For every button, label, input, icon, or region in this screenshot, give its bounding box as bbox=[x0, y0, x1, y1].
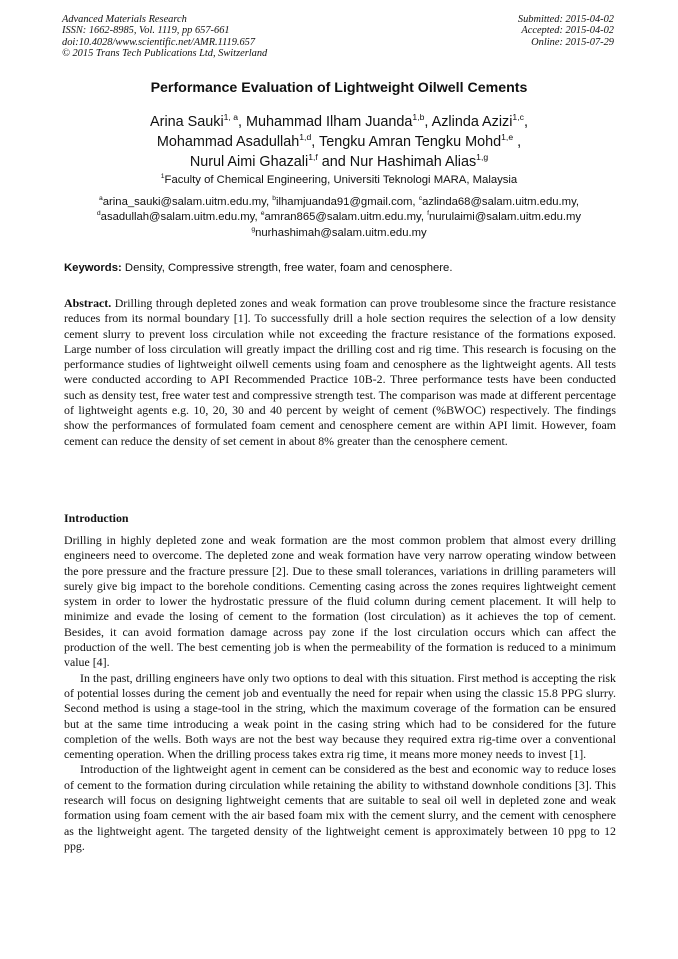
author-affil: 1,e bbox=[501, 132, 514, 143]
author-affil: 1,d bbox=[299, 132, 312, 143]
author-conjunction: and bbox=[321, 154, 346, 170]
author-affil: 1,g bbox=[476, 152, 489, 163]
email-marker: b bbox=[272, 195, 276, 203]
author-emails bbox=[0, 195, 678, 241]
author-name: Tengku Amran Tengku Mohd bbox=[319, 134, 502, 150]
date-submitted: Submitted: 2015-04-02 bbox=[517, 14, 614, 25]
email-line-3 bbox=[0, 226, 678, 241]
email-link: nurhashimah@salam.uitm.edu.my bbox=[255, 226, 427, 239]
author-name: Nurul Aimi Ghazali bbox=[189, 154, 309, 170]
publication-dates bbox=[518, 14, 614, 48]
email-link: ilhamjuanda91@gmail.com, bbox=[275, 196, 416, 208]
email-marker: g bbox=[251, 225, 256, 233]
journal-doi: doi:10.4028/www.scientific.net/AMR.1119.657 bbox=[62, 36, 256, 48]
intro-paragraph: Introduction of the lightweight agent in cement can be considered as the best and economic way to reduce loses of cement to the formation during circulation while retaining the ability to withstand downhole conditions [3]. This research will focus on designing lightweight cements that are suitable to seal oil well in depleted zone and weak formation using foam cement with the air based foam mix with the cement slurry, and the cement with cenosphere as the lightweight agent. The targeted density of the lightweight cement is approximately between 10 ppg to 12 ppg. bbox=[64, 762, 616, 853]
email-link: asadullah@salam.uitm.edu.my, bbox=[100, 211, 258, 224]
section-heading-introduction: Introduction bbox=[64, 511, 129, 525]
author-affil: 1,f bbox=[308, 152, 318, 163]
affiliation-text: Faculty of Chemical Engineering, Universiti Teknologi MARA, Malaysia bbox=[164, 174, 518, 186]
date-online: Online: 2015-07-29 bbox=[531, 36, 614, 48]
author-name: Arina Sauki bbox=[150, 114, 224, 130]
affiliation-marker: 1 bbox=[160, 173, 165, 181]
email-link: azlinda68@salam.uitm.edu.my, bbox=[422, 196, 580, 208]
email-marker: c bbox=[418, 195, 423, 203]
email-marker: a bbox=[98, 195, 103, 203]
email-marker: d bbox=[96, 210, 101, 218]
author-name: Mohammad Asadullah bbox=[156, 134, 300, 150]
email-marker: e bbox=[260, 210, 265, 218]
email-line-2 bbox=[0, 210, 678, 225]
author-name: Nur Hashimah Alias bbox=[349, 154, 477, 170]
author-list bbox=[0, 112, 678, 172]
author-affil: 1,b bbox=[412, 112, 425, 123]
author-affil: 1,c bbox=[512, 112, 524, 123]
paper-title: Performance Evaluation of Lightweight Oilwell Cements bbox=[150, 80, 528, 96]
author-line-1: Arina Sauki$^{1, a}$, Muhammad Ilham Juanda$^{1,b}$, Azlinda Azizi$^{1,c}$, bbox=[150, 112, 528, 130]
intro-paragraph: Drilling in highly depleted zone and weak formation are the most common problem that almost every drilling engineers need to overcome. The depleted zone and weak formation have very narrow operating window between the pore pressure and the fracture pressure [2]. Due to these small tolerances, variations in drilling parameters will surely give big impact to the borehole conditions. Cementing casing across the zones requires lightweight cement system in order to lower the hydrostatic pressure of the fluid column during cement placement. It will help to minimize and evade the losing of cement to the formation (lost circulation) as it achieves the top of cement. Besides, it can avoid formation damage across pay zone if the lost circulation occurs which can affect the production of the well. The best cementing job is when the permeability of the formation is reduced to a minimum value [4]. bbox=[64, 533, 616, 670]
journal-copyright: © 2015 Trans Tech Publications Ltd, Switzerland bbox=[62, 48, 268, 60]
email-link: amran865@salam.uitm.edu.my, bbox=[264, 211, 424, 224]
date-accepted: Accepted: 2015-04-02 bbox=[521, 25, 614, 37]
author-line-3 bbox=[0, 152, 678, 172]
abstract bbox=[64, 296, 616, 449]
keywords bbox=[64, 262, 616, 274]
email-link: nurulaimi@salam.uitm.edu.my bbox=[428, 211, 582, 224]
abstract-text: Drilling through depleted zones and weak formation can prove troublesome since the fracture resistance reduces from its normal boundary [1]. To successfully drill a hole section requires the selection of a low density cement slurry to prevent loss circulation while not exceeding the fracture resistance of the formations exposed. Large number of loss circulation will greatly impact the drilling cost and rig time. This research is focusing on the performance studies of lightweight oilwell cements using foam and cenosphere as the lightweight agents. All tests were conducted according to API Recommended Practice 10B-2. Three performance tests have been conducted such as density test, free water test and compressive strength test. The comparison was made at different percentage of lightweight agents e.g. 10, 20, 30 and 40 percent by weight of cement (%BWOC) respectively. The findings show the performances of formulated foam cement and cenosphere cement are within API limit. However, foam cement can reduce the density of set cement in about 8% greater than the cenosphere cement. bbox=[64, 296, 616, 448]
abstract-label: Abstract. bbox=[64, 296, 112, 310]
journal-issn: ISSN: 1662-8985, Vol. 1119, pp 657-661 bbox=[62, 25, 230, 37]
author-line-2: Mohammad Asadullah$^{1,d}$, Tengku Amran Tengku Mohd$^{1,e}$ , bbox=[156, 132, 522, 150]
journal-info bbox=[62, 14, 267, 60]
author-name: Azlinda Azizi bbox=[431, 114, 513, 130]
intro-paragraph: In the past, drilling engineers have only two options to deal with this situation. First method is accepting the risk of potential losses during the cement job and eventually the need for repair when using the classic 15.8 PPG slurry. Second method is using a stage-tool in the string, which the maximum coverage of the formation can be ensured but at the same time introducing a weak point in the casing string which had to be considered for the future completion of the wells. Both ways are not the best way because they required extra rig-time over a conventional cementing operation. When the drilling process takes extra rig time, it means more money needs to invest [1]. bbox=[64, 670, 616, 762]
affiliation bbox=[0, 174, 678, 186]
introduction-body bbox=[64, 533, 616, 854]
keywords-text: Density, Compressive strength, free water, foam and cenosphere. bbox=[124, 262, 453, 274]
email-link: arina_sauki@salam.uitm.edu.my, bbox=[102, 196, 270, 208]
email-line-1 bbox=[0, 195, 678, 210]
journal-name: Advanced Materials Research bbox=[62, 14, 187, 25]
author-affil: 1, a bbox=[223, 112, 239, 123]
author-name: Muhammad Ilham Juanda bbox=[246, 114, 413, 130]
email-marker: f bbox=[427, 210, 429, 218]
keywords-label: Keywords: bbox=[64, 262, 122, 274]
